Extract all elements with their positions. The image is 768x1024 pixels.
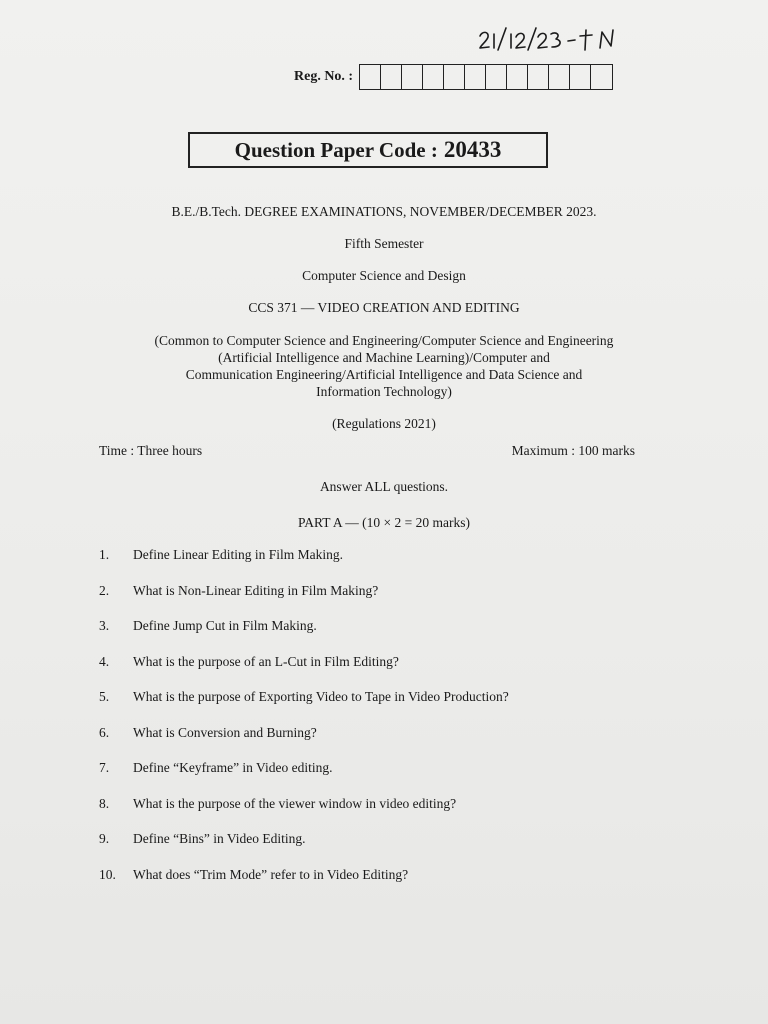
- question-item: [99, 583, 659, 619]
- reg-no-digit-box: [360, 65, 381, 89]
- question-number: 1.: [99, 547, 110, 562]
- question-number: 10.: [99, 866, 116, 882]
- question-item: [99, 760, 659, 796]
- maximum-marks: Maximum : 100 marks: [511, 443, 635, 458]
- question-item: [99, 654, 659, 690]
- reg-no-digit-box: [381, 65, 402, 89]
- question-text: Define “Keyframe” in Video editing.: [133, 760, 333, 775]
- common-to-line: (Artificial Intelligence and Machine Learning)/Computer and: [218, 350, 550, 365]
- question-number: 6.: [99, 724, 110, 740]
- paper-code-label: Question Paper Code :: [234, 137, 438, 162]
- common-to-line: (Common to Computer Science and Engineering/Computer Science and Engineering: [154, 333, 614, 348]
- question-item: [99, 547, 659, 583]
- question-list: [99, 547, 659, 902]
- reg-no-digit-box: [423, 65, 444, 89]
- question-number: 4.: [99, 653, 110, 669]
- question-number: 8.: [99, 795, 110, 811]
- reg-no-label: Reg. No. :: [294, 69, 354, 84]
- question-item: [99, 689, 659, 725]
- reg-no-digit-box: [465, 65, 486, 89]
- question-number: 9.: [99, 831, 110, 846]
- question-text: Define Jump Cut in Film Making.: [133, 618, 317, 633]
- instruction: Answer ALL questions.: [319, 479, 449, 494]
- question-text: What is the purpose of an L-Cut in Film Editing?: [133, 653, 399, 669]
- reg-no-boxes: [359, 64, 613, 90]
- question-number: 7.: [99, 760, 110, 775]
- reg-no-digit-box: [486, 65, 507, 89]
- question-number: 3.: [99, 618, 110, 633]
- question-text: Define Linear Editing in Film Making.: [133, 547, 343, 562]
- question-item: [99, 796, 659, 832]
- question-number: 2.: [99, 582, 110, 598]
- reg-no-digit-box: [528, 65, 549, 89]
- part-heading: PART A — (10 × 2 = 20 marks): [298, 515, 470, 530]
- question-text: What does “Trim Mode” refer to in Video Editing?: [133, 866, 409, 882]
- time-duration: Time : Three hours: [99, 443, 203, 458]
- regulations: (Regulations 2021): [332, 416, 436, 431]
- question-item: [99, 725, 659, 761]
- reg-no-digit-box: [549, 65, 570, 89]
- common-to-line: Information Technology): [316, 384, 452, 399]
- reg-no-digit-box: [570, 65, 591, 89]
- common-to-line: Communication Engineering/Artificial Intelligence and Data Science and: [185, 367, 583, 382]
- question-text: What is Conversion and Burning?: [133, 724, 317, 740]
- question-text: What is the purpose of Exporting Video to Tape in Video Production?: [133, 689, 509, 704]
- common-to-block: [94, 332, 674, 400]
- reg-no-row: [294, 64, 613, 90]
- handwritten-date-note: [476, 22, 636, 56]
- question-text: What is Non-Linear Editing in Film Making?: [133, 582, 379, 598]
- question-item: [99, 867, 659, 903]
- course-title: CCS 371 — VIDEO CREATION AND EDITING: [248, 300, 520, 315]
- exam-title: B.E./B.Tech. DEGREE EXAMINATIONS, NOVEMBER/DECEMBER 2023.: [171, 204, 597, 219]
- question-paper-code-box: [188, 132, 548, 168]
- reg-no-digit-box: [402, 65, 423, 89]
- question-item: [99, 618, 659, 654]
- reg-no-digit-box: [507, 65, 528, 89]
- reg-no-digit-box: [591, 65, 612, 89]
- paper-code-number: 20433: [443, 137, 502, 162]
- question-text: Define “Bins” in Video Editing.: [133, 831, 306, 846]
- department: Computer Science and Design: [302, 268, 466, 283]
- question-number: 5.: [99, 689, 110, 704]
- time-marks-row: [99, 443, 635, 459]
- question-text: What is the purpose of the viewer window in video editing?: [133, 795, 457, 811]
- reg-no-digit-box: [444, 65, 465, 89]
- question-item: [99, 831, 659, 867]
- semester: Fifth Semester: [344, 236, 424, 251]
